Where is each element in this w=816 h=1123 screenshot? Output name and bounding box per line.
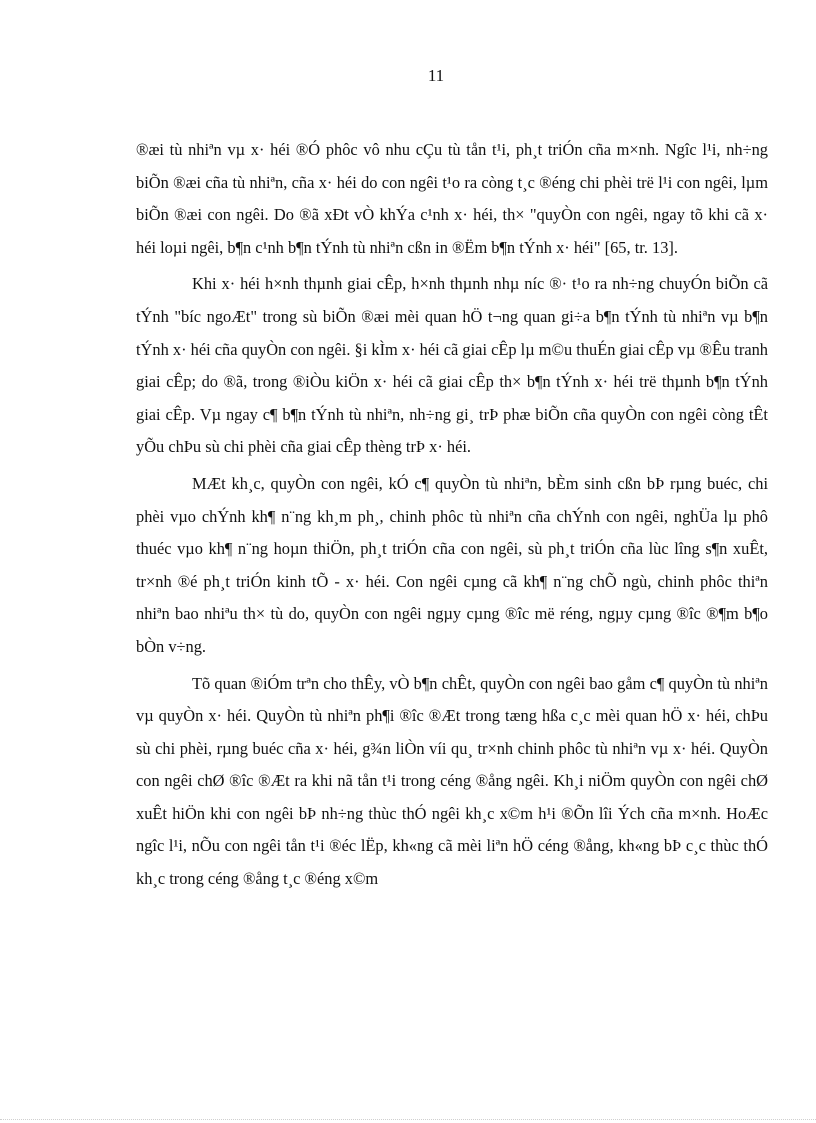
body-text bbox=[136, 134, 768, 896]
paragraph-1: ®æi tù nhiªn vµ x· héi ®Ó phôc vô nhu cÇu tù tån t¹i, ph¸t triÓn cña m×nh. Ngîc l¹i, nh÷ng biÕn ®æi cña tù nhiªn, cña x· héi do con ngêi t¹o ra còng t¸c ®éng chi phèi trë l¹i con ngêi, lµm biÕn ®æi con ngêi. Do ®ã xÐt vÒ khÝa c¹nh x· héi, th× "quyÒn con ngêi, ngay tõ khi cã x· héi loµi ngêi, b¶n c¹nh b¶n tÝnh tù nhiªn cßn in ®Ëm b¶n tÝnh x· héi" [65, tr. 13]. bbox=[136, 140, 768, 257]
page-number: 11 bbox=[427, 66, 445, 85]
paragraph-3: MÆt kh¸c, quyÒn con ngêi, kÓ c¶ quyÒn tù nhiªn, bÈm sinh cßn bÞ rµng buéc, chi phèi vµo chÝnh kh¶ n¨ng kh¸m ph¸, chinh phôc tù nhiªn cña chÝnh con ngêi, nghÜa lµ phô thuéc vµo kh¶ n¨ng hoµn thiÖn, ph¸t triÓn cña con ngêi, sù ph¸t triÓn cña lùc lîng s¶n xuÊt, tr×nh ®é ph¸t triÓn kinh tÕ - x· héi. Con ngêi cµng cã kh¶ n¨ng chÕ ngù, chinh phôc thiªn nhiªn bao nhiªu th× tù do, quyÒn con ngêi ngµy cµng ®îc më réng, ngµy cµng ®îc ®¶m b¶o bÒn v÷ng. bbox=[136, 473, 768, 656]
page-bottom-border bbox=[0, 1119, 816, 1120]
paragraph-4: Tõ quan ®iÓm trªn cho thÊy, vÒ b¶n chÊt, quyÒn con ngêi bao gåm c¶ quyÒn tù nhiªn vµ quyÒn x· héi. QuyÒn tù nhiªn ph¶i ®îc ®Æt trong tæng hßa c¸c mèi quan hÖ x· héi, chÞu sù chi phèi, rµng buéc cña x· héi, g¾n liÒn víi qu¸ tr×nh chinh phôc tù nhiªn vµ x· héi. QuyÒn con ngêi chØ ®îc ®Æt ra khi nã tån t¹i trong céng ®ång ngêi. Kh¸i niÖm quyÒn con ngêi chØ xuÊt hiÖn khi con ngêi bÞ nh÷ng thùc thÓ ngêi kh¸c x©m h¹i ®Õn lîi Ých cña m×nh. HoÆc ngîc l¹i, nÕu con ngêi tån t¹i ®éc lËp, kh«ng cã mèi liªn hÖ céng ®ång, kh«ng bÞ c¸c thùc thÓ kh¸c trong céng ®ång t¸c ®éng x©m bbox=[136, 673, 768, 889]
paragraph-2: Khi x· héi h×nh thµnh giai cÊp, h×nh thµnh nhµ níc ®· t¹o ra nh÷ng chuyÓn biÕn cã tÝnh "bíc ngoÆt" trong sù biÕn ®æi mèi quan hÖ t¬ng quan gi÷a b¶n tÝnh tù nhiªn vµ b¶n tÝnh x· héi cña quyÒn con ngêi. §i kÌm x· héi cã giai cÊp lµ m©u thuÉn giai cÊp vµ ®Êu tranh giai cÊp; do ®ã, trong ®iÒu kiÖn x· héi cã giai cÊp th× b¶n tÝnh x· héi trë thµnh b¶n tÝnh giai cÊp. Vµ ngay c¶ b¶n tÝnh tù nhiªn, nh÷ng gi¸ trÞ phæ biÕn cña quyÒn con ngêi còng tÊt yÕu chÞu sù chi phèi cña giai cÊp thèng trÞ x· héi. bbox=[136, 274, 768, 457]
